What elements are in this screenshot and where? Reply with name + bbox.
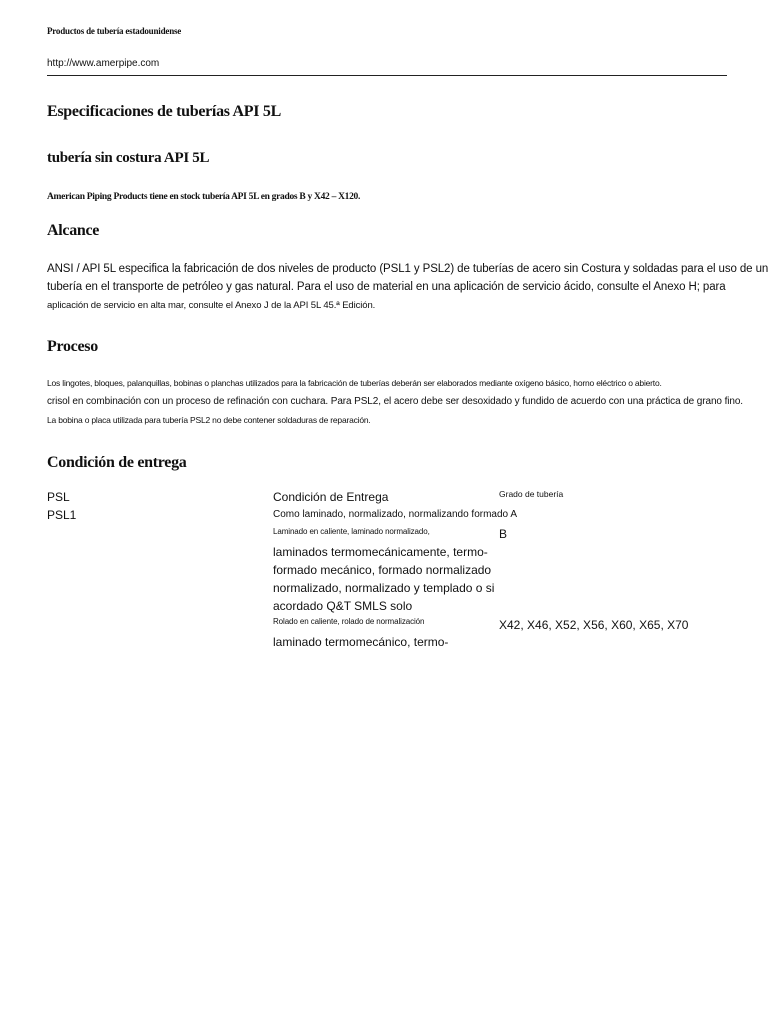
delivery-heading: Condición de entrega [47,454,187,471]
table-cell-condition-row1-a: Como laminado, normalizado, normalizando formado A [273,509,518,520]
table-cell-grade-b: B [499,527,508,541]
process-line-2: crisol en combinación con un proceso de refinación con cuchara. Para PSL2, el acero debe ser desoxidado y fundido de acuerdo con una práctica de grano fino. [47,396,743,407]
table-header-grade: Grado de tubería [499,489,564,499]
table-cell-condition-row2-a: Rolado en caliente, rolado de normalización [273,617,425,626]
process-heading: Proceso [47,338,98,355]
table-cell-psl1: PSL1 [47,508,77,522]
table-cell-condition-row1-b: Laminado en caliente, laminado normalizado, [273,527,430,536]
table-cell-condition-row1-c: laminados termomecánicamente, termo-formado mecánico, formado normalizado normalizado, normalizado y templado o si acordado Q&T SMLS solo [273,545,495,613]
process-line-1: Los lingotes, bloques, palanquillas, bobinas o planchas utilizados para la fabricación de tuberías deberán ser elaborados mediante oxígeno básico, horno eléctrico o abierto. [47,378,662,388]
process-line-3: La bobina o placa utilizada para tubería PSL2 no debe contener soldaduras de reparación. [47,415,371,425]
stock-statement: American Piping Products tiene en stock tubería API 5L en grados B y X42 – X120. [47,192,361,202]
scope-line-2: tubería en el transporte de petróleo y gas natural. Para el uso de material en una aplicación de servicio ácido, consulte el Anexo H; para [47,281,726,293]
table-header-psl: PSL [47,490,70,504]
header-divider [47,75,727,76]
document-header-title: Productos de tubería estadounidense [47,26,182,36]
table-header-condition: Condición de Entrega [273,490,389,504]
document-header-url[interactable]: http://www.amerpipe.com [47,58,160,69]
seamless-heading: tubería sin costura API 5L [47,150,210,166]
scope-line-1: ANSI / API 5L especifica la fabricación de dos niveles de producto (PSL1 y PSL2) de tuberías de acero sin Costura y soldadas para el uso de un [47,263,768,275]
scope-line-3: aplicación de servicio en alta mar, consulte el Anexo J de la API 5L 45.ª Edición. [47,300,376,311]
scope-heading: Alcance [47,222,100,239]
main-heading: Especificaciones de tuberías API 5L [47,103,281,120]
table-cell-condition-row2-b: laminado termomecánico, termo- [273,635,449,649]
table-cell-grade-x-series: X42, X46, X52, X56, X60, X65, X70 [499,618,689,632]
